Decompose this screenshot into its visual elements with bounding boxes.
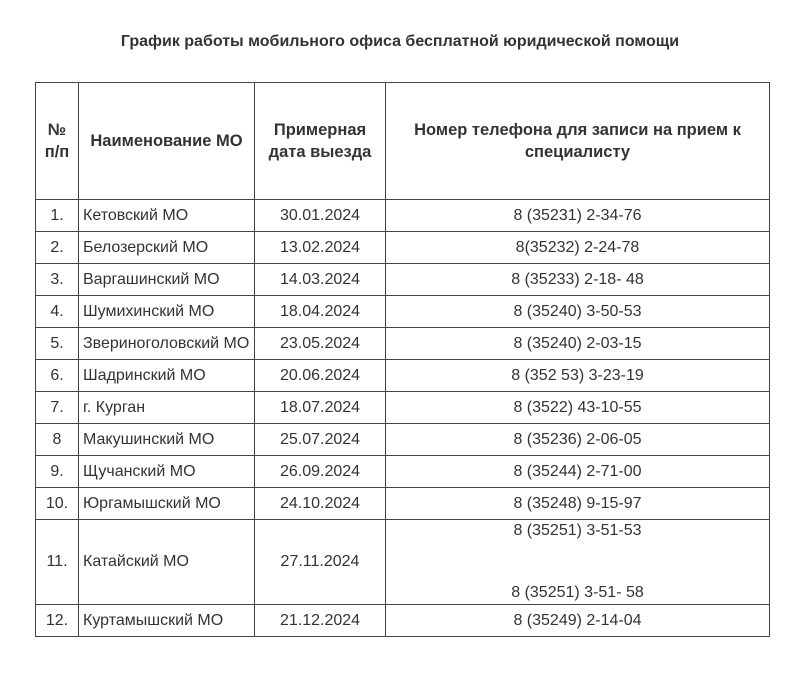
phone-cell: [386, 232, 770, 264]
table-row: [36, 424, 770, 456]
row-number: 12.: [36, 605, 79, 637]
table-row: [36, 605, 770, 637]
phone-number: 8 (35249) 2-14-04: [513, 611, 642, 629]
row-number: 2.: [36, 232, 79, 264]
header-name: Наименование МО: [79, 83, 255, 200]
table-row: [36, 264, 770, 296]
row-number: 10.: [36, 488, 79, 520]
schedule-table: [35, 82, 770, 637]
municipality-name: Шадринский МО: [79, 360, 255, 392]
phone-cell: [386, 200, 770, 232]
phone-cell: [386, 605, 770, 637]
phone-cell: [386, 328, 770, 360]
row-number: 7.: [36, 392, 79, 424]
table-header-row: [36, 83, 770, 200]
municipality-name: Шумихинский МО: [79, 296, 255, 328]
municipality-name: Куртамышский МО: [79, 605, 255, 637]
header-date: Примерная дата выезда: [255, 83, 386, 200]
visit-date: 30.01.2024: [255, 200, 386, 232]
table-row: [36, 328, 770, 360]
phone-number: 8 (35233) 2-18- 48: [511, 270, 644, 288]
phone-number: 8 (35244) 2-71-00: [513, 462, 642, 480]
table-row: [36, 296, 770, 328]
row-number: 11.: [36, 520, 79, 605]
table-row: [36, 360, 770, 392]
header-num: № п/п: [36, 83, 79, 200]
row-number: 3.: [36, 264, 79, 296]
row-number: 1.: [36, 200, 79, 232]
visit-date: 25.07.2024: [255, 424, 386, 456]
municipality-name: Белозерский МО: [79, 232, 255, 264]
visit-date: 23.05.2024: [255, 328, 386, 360]
phone-number: 8 (35240) 2-03-15: [513, 334, 642, 352]
visit-date: 26.09.2024: [255, 456, 386, 488]
phone-number: 8 (352 53) 3-23-19: [511, 366, 644, 384]
table-row: [36, 392, 770, 424]
municipality-name: Кетовский МО: [79, 200, 255, 232]
visit-date: 13.02.2024: [255, 232, 386, 264]
phone-number: 8 (35248) 9-15-97: [513, 494, 642, 512]
phone-number: 8 (35240) 3-50-53: [513, 302, 642, 320]
municipality-name: Варгашинский МО: [79, 264, 255, 296]
municipality-name: Юргамышский МО: [79, 488, 255, 520]
phone-number: 8 (35251) 3-51-53: [513, 522, 642, 539]
phone-number: 8 (35231) 2-34-76: [513, 206, 642, 224]
header-phone: Номер телефона для записи на прием к специалисту: [386, 83, 770, 200]
visit-date: 18.04.2024: [255, 296, 386, 328]
visit-date: 20.06.2024: [255, 360, 386, 392]
visit-date: 18.07.2024: [255, 392, 386, 424]
table-row: [36, 232, 770, 264]
phone-cell: [386, 456, 770, 488]
municipality-name: Катайский МО: [79, 520, 255, 605]
phone-cell: [386, 520, 770, 605]
row-number: 8: [36, 424, 79, 456]
visit-date: 21.12.2024: [255, 605, 386, 637]
phone-cell: [386, 488, 770, 520]
table-row: [36, 456, 770, 488]
visit-date: 27.11.2024: [255, 520, 386, 605]
phone-number: 8 (35236) 2-06-05: [513, 430, 642, 448]
visit-date: 24.10.2024: [255, 488, 386, 520]
phone-cell: [386, 360, 770, 392]
row-number: 4.: [36, 296, 79, 328]
municipality-name: Звериноголовский МО: [79, 328, 255, 360]
table-row: [36, 488, 770, 520]
municipality-name: Щучанский МО: [79, 456, 255, 488]
phone-cell: [386, 264, 770, 296]
phone-number: 8 (3522) 43-10-55: [513, 398, 642, 416]
visit-date: 14.03.2024: [255, 264, 386, 296]
row-number: 9.: [36, 456, 79, 488]
municipality-name: Макушинский МО: [79, 424, 255, 456]
page-title: График работы мобильного офиса бесплатной юридической помощи: [120, 33, 680, 50]
row-number: 5.: [36, 328, 79, 360]
phone-number: 8 (35251) 3-51- 58: [511, 584, 644, 601]
phone-cell: [386, 392, 770, 424]
table-row: [36, 200, 770, 232]
table-row: [36, 520, 770, 605]
row-number: 6.: [36, 360, 79, 392]
phone-cell: [386, 296, 770, 328]
municipality-name: г. Курган: [79, 392, 255, 424]
phone-number: 8(35232) 2-24-78: [515, 238, 640, 256]
phone-cell: [386, 424, 770, 456]
